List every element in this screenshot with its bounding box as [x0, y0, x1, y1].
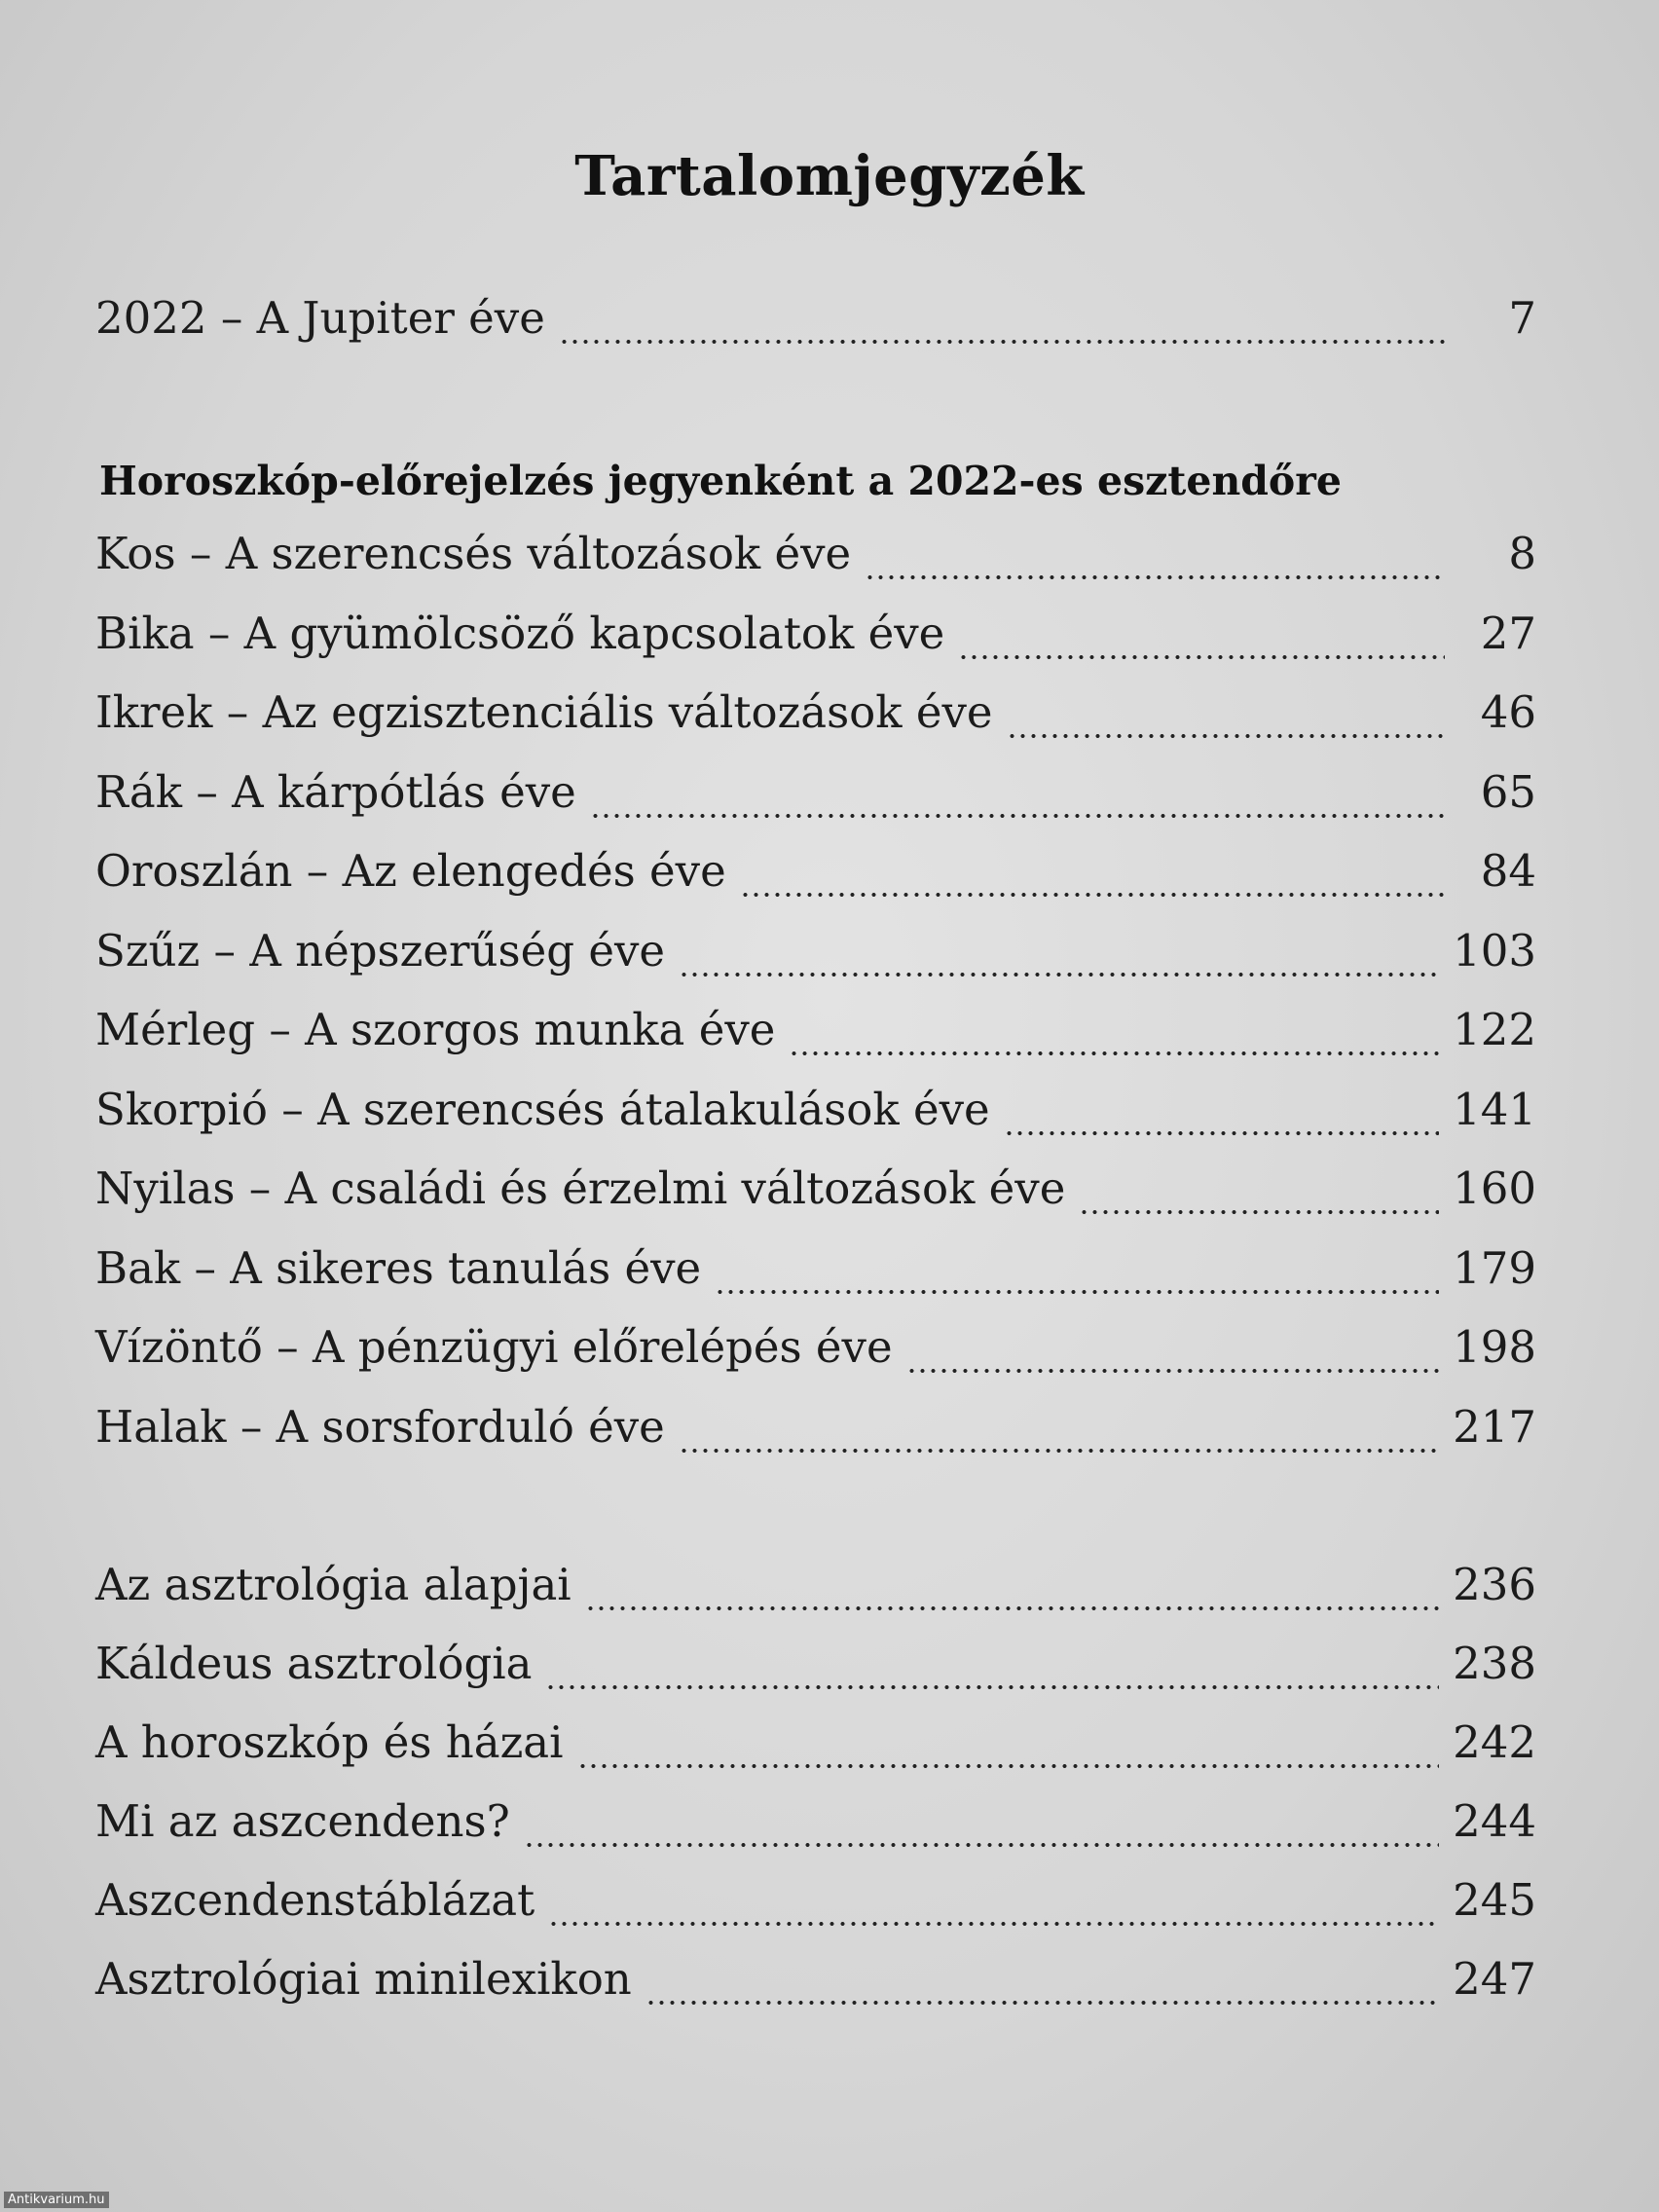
dot-leader	[958, 654, 1445, 660]
toc-entry-label: Szűz – A népszerűség éve	[95, 925, 665, 977]
page-title: Tartalomjegyzék	[574, 144, 1085, 208]
toc-entry-intro	[95, 292, 1536, 360]
toc-entry-page: 160	[1453, 1162, 1536, 1214]
dot-leader	[548, 1921, 1439, 1927]
toc-appendix-entry	[95, 1874, 1536, 1942]
toc-entry-label: Rák – A kárpótlás éve	[95, 766, 576, 818]
toc-entry	[95, 1401, 1536, 1469]
toc-entry-label: Bika – A gyümölcsöző kapcsolatok éve	[95, 608, 945, 659]
toc-entry	[95, 1242, 1536, 1310]
toc-entry	[95, 528, 1536, 596]
dot-leader	[679, 972, 1439, 977]
toc-entry-label: Ikrek – Az egzisztenciális változások éve	[95, 686, 993, 738]
dot-leader	[524, 1842, 1439, 1848]
toc-entry-label: Oroszlán – Az elengedés éve	[95, 845, 726, 897]
toc-entry	[95, 1162, 1536, 1231]
dot-leader	[1079, 1209, 1439, 1215]
dot-leader	[577, 1763, 1440, 1769]
toc-entry	[95, 608, 1536, 676]
toc-entry	[95, 1004, 1536, 1072]
toc-appendix-entry	[95, 1795, 1536, 1863]
toc-entry	[95, 1084, 1536, 1152]
toc-entry	[95, 766, 1536, 834]
toc-entry	[95, 845, 1536, 913]
dot-leader	[865, 574, 1445, 580]
toc-entry	[95, 686, 1536, 755]
toc-entry-label: Aszcendenstáblázat	[95, 1874, 535, 1926]
toc-entry-label: Az asztrológia alapjai	[95, 1559, 571, 1610]
toc-entry	[95, 1321, 1536, 1389]
dot-leader	[679, 1448, 1439, 1454]
dot-leader	[789, 1051, 1439, 1056]
toc-entry-label: Skorpió – A szerencsés átalakulások éve	[95, 1084, 990, 1135]
toc-entry-page: 27	[1480, 608, 1536, 659]
toc-entry-page: 238	[1453, 1638, 1536, 1689]
toc-entry-page: 242	[1453, 1716, 1536, 1768]
toc-appendix-entry	[95, 1953, 1536, 2021]
toc-entry-label: A horoszkóp és házai	[95, 1716, 564, 1768]
dot-leader	[645, 2000, 1439, 2006]
toc-appendix-entry	[95, 1638, 1536, 1706]
dot-leader	[1004, 1130, 1439, 1136]
dot-leader	[1007, 733, 1445, 739]
toc-entry-label: Vízöntő – A pénzügyi előrelépés éve	[95, 1321, 893, 1373]
dot-leader	[559, 339, 1445, 345]
toc-entry-page: 236	[1453, 1559, 1536, 1610]
toc-entry-page: 8	[1508, 528, 1536, 579]
toc-entry-label: Káldeus asztrológia	[95, 1638, 533, 1689]
dot-leader	[715, 1289, 1439, 1295]
toc-entry	[95, 925, 1536, 993]
toc-entry-page: 65	[1480, 766, 1536, 818]
toc-entry-label: Bak – A sikeres tanulás éve	[95, 1242, 702, 1294]
toc-entry-page: 198	[1453, 1321, 1536, 1373]
dot-leader	[590, 813, 1445, 819]
toc-entry-page: 103	[1453, 925, 1536, 977]
toc-entry-page: 245	[1453, 1874, 1536, 1926]
toc-entry-label: Mi az aszcendens?	[95, 1795, 510, 1847]
toc-entry-page: 244	[1453, 1795, 1536, 1847]
toc-entry-page: 179	[1453, 1242, 1536, 1294]
toc-appendix-entry	[95, 1559, 1536, 1627]
toc-entry-page: 122	[1453, 1004, 1536, 1055]
toc-entry-label: Asztrológiai minilexikon	[95, 1953, 632, 2005]
toc-entry-page: 141	[1453, 1084, 1536, 1135]
dot-leader	[740, 892, 1445, 898]
toc-entry-label: Nyilas – A családi és érzelmi változások éve	[95, 1162, 1066, 1214]
toc-entry-label: 2022 – A Jupiter éve	[95, 292, 545, 344]
toc-appendix-entry	[95, 1716, 1536, 1785]
toc-entry-page: 247	[1453, 1953, 1536, 2005]
toc-entry-page: 84	[1480, 845, 1536, 897]
toc-entry-page: 7	[1508, 292, 1536, 344]
toc-entry-page: 217	[1453, 1401, 1536, 1453]
section-heading: Horoszkóp-előrejelzés jegyenként a 2022-es esztendőre	[99, 458, 1342, 504]
dot-leader	[906, 1368, 1440, 1374]
dot-leader	[545, 1684, 1439, 1690]
toc-entry-label: Mérleg – A szorgos munka éve	[95, 1004, 776, 1055]
dot-leader	[585, 1605, 1439, 1611]
toc-entry-label: Halak – A sorsforduló éve	[95, 1401, 665, 1453]
toc-entry-page: 46	[1480, 686, 1536, 738]
watermark: Antikvarium.hu	[4, 2192, 109, 2208]
toc-entry-label: Kos – A szerencsés változások éve	[95, 528, 852, 579]
